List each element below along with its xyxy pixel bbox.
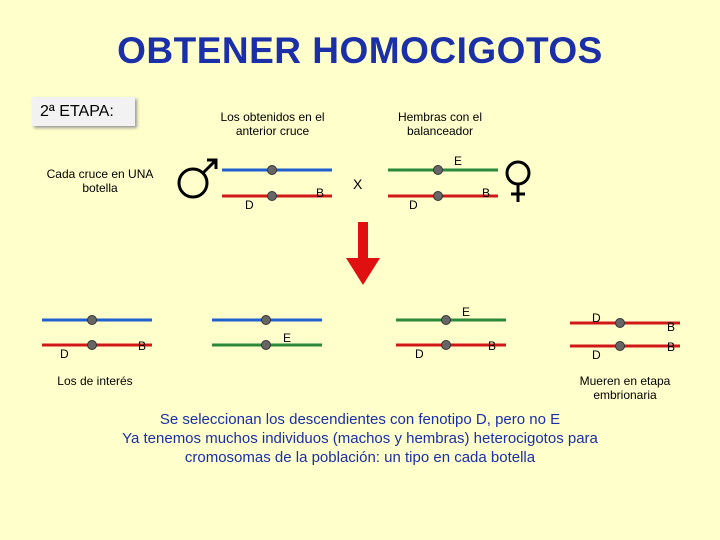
- females-label: Hembras con el balanceador: [397, 110, 483, 138]
- conclusion-line-3: cromosomas de la población: un tipo en cada botella: [184, 449, 536, 466]
- chrom-label-B: B: [488, 339, 497, 353]
- chrom-label-D: D: [592, 348, 601, 362]
- offspring-4-chromosomes: [570, 319, 680, 351]
- conclusion-line-1: Se seleccionan los descendientes con fenotipo D, pero no E: [159, 411, 561, 428]
- chrom-label-B: B: [482, 186, 491, 200]
- chrom-label-E: E: [462, 305, 471, 319]
- chrom-label-D: D: [60, 347, 69, 361]
- male-symbol-icon: [179, 160, 216, 197]
- chrom-label-B: B: [138, 339, 147, 353]
- obtained-label: Los obtenidos en el anterior cruce: [220, 110, 325, 138]
- chrom-label-B: B: [316, 186, 325, 200]
- stage-label: 2ª ETAPA:: [32, 97, 135, 126]
- offspring-2-chromosomes: [212, 316, 322, 350]
- conclusion-line-2: Ya tenemos muchos individuos (machos y hembras) heterocigotos para: [122, 430, 598, 447]
- chrom-label-D: D: [592, 311, 601, 325]
- chrom-label-B: B: [667, 320, 676, 334]
- female-symbol-icon: [507, 162, 529, 202]
- conclusion-text: [0, 410, 720, 467]
- chrom-label-E: E: [454, 154, 463, 168]
- interest-label: Los de interés: [57, 374, 133, 388]
- cross-symbol: X: [353, 176, 363, 192]
- chrom-label-D: D: [415, 347, 424, 361]
- die-label: Mueren en etapa embrionaria: [579, 374, 671, 402]
- chrom-label-B: B: [667, 340, 676, 354]
- down-arrow-icon: [346, 222, 380, 285]
- chrom-label-D: D: [245, 198, 254, 212]
- chrom-label-D: D: [409, 198, 418, 212]
- page-title: OBTENER HOMOCIGOTOS: [117, 30, 603, 71]
- each-cross-label: Cada cruce en UNA botella: [46, 167, 154, 195]
- chrom-label-E: E: [283, 331, 292, 345]
- offspring-1-chromosomes: [42, 316, 152, 350]
